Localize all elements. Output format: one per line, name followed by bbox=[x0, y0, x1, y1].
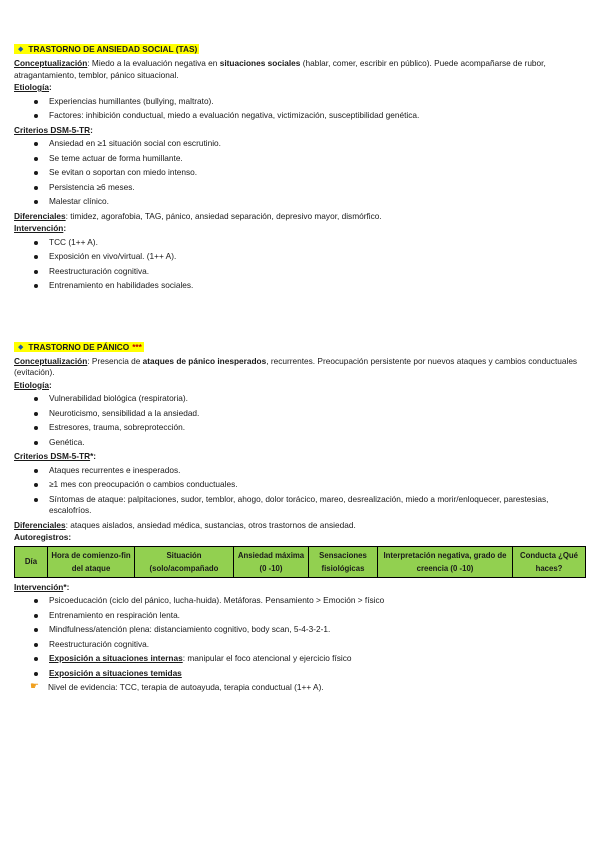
list-item: Se evitan o soportan con miedo intenso. bbox=[14, 167, 586, 179]
list-item: Ansiedad en ≥1 situación social con escrutinio. bbox=[14, 138, 586, 150]
list-item: Factores: inhibición conductual, miedo a evaluación negativa, victimización, susceptibilidad genética. bbox=[14, 110, 586, 122]
list-item: Ataques recurrentes e inesperados. bbox=[14, 465, 586, 477]
panico-section bbox=[14, 341, 586, 694]
table-header-cell: Conducta ¿Qué haces? bbox=[513, 546, 586, 577]
diamond-bullet-icon: ◆ bbox=[18, 46, 24, 53]
tas-dsm-label: Criterios DSM-5-TR: bbox=[14, 124, 93, 135]
table-header-cell: Interpretación negativa, grado de creencia (0 -10) bbox=[378, 546, 513, 577]
panico-title: TRASTORNO DE PÁNICO bbox=[28, 341, 130, 352]
table-header-row bbox=[15, 546, 586, 577]
list-item: Neuroticismo, sensibilidad a la ansiedad. bbox=[14, 408, 586, 420]
tas-heading bbox=[14, 43, 586, 55]
panico-differentials: Diferenciales: ataques aislados, ansiedad médica, sustancias, otros trastornos de ansiedad. bbox=[14, 519, 356, 530]
autoregistro-table bbox=[14, 546, 586, 578]
list-item: Exposición a situaciones temidas bbox=[14, 668, 586, 680]
tas-etiology-label: Etiología: bbox=[14, 82, 52, 92]
panico-intervention-list bbox=[14, 595, 586, 679]
concept-label: Conceptualización bbox=[14, 58, 88, 68]
list-item: Entrenamiento en habilidades sociales. bbox=[14, 280, 586, 292]
list-item: Vulnerabilidad biológica (respiratoria). bbox=[14, 393, 586, 405]
list-item: Mindfulness/atención plena: distanciamiento cognitivo, body scan, 5-4-3-2-1. bbox=[14, 624, 586, 636]
autoregistros-label: Autoregistros: bbox=[14, 532, 72, 542]
table-header-cell: Sensaciones fisiológicas bbox=[309, 546, 378, 577]
panico-dsm-list bbox=[14, 465, 586, 517]
tas-intervention-label: Intervención: bbox=[14, 223, 67, 233]
panico-etiology-label: Etiología: bbox=[14, 379, 52, 390]
tas-heading-highlight bbox=[14, 44, 199, 54]
list-item: Reestructuración cognitiva. bbox=[14, 639, 586, 651]
tas-conceptualization: Conceptualización: Miedo a la evaluación negativa en situaciones sociales (hablar, comer, escribir en público). Puede acompañarse de rubor, atragantamiento, temblor, pánico situacional. bbox=[14, 58, 546, 80]
list-item: Psicoeducación (ciclo del pánico, lucha-huida). Metáforas. Pensamiento > Emoción > físico bbox=[14, 595, 586, 607]
list-item: Síntomas de ataque: palpitaciones, sudor, temblor, ahogo, dolor torácico, mareo, desrealización, miedo a morir/enloquecer, parestesias, escalofríos. bbox=[14, 494, 586, 517]
concept-highlight: ataques de pánico inesperados bbox=[142, 355, 267, 366]
list-item: Experiencias humillantes (bullying, maltrato). bbox=[14, 96, 586, 108]
evidence-text: Nivel de evidencia: TCC, terapia de autoayuda, terapia conductual (1++ A). bbox=[48, 682, 324, 692]
panico-heading-highlight bbox=[14, 342, 144, 352]
list-item: Entrenamiento en respiración lenta. bbox=[14, 610, 586, 622]
tas-etiology-list bbox=[14, 96, 586, 122]
table-header-cell: Hora de comienzo-fin del ataque bbox=[48, 546, 135, 577]
pointing-hand-icon: ☛ bbox=[30, 681, 39, 692]
tas-differentials: Diferenciales: timidez, agorafobia, TAG, pánico, ansiedad separación, depresivo mayor, dismórfico. bbox=[14, 210, 382, 221]
list-item: ≥1 mes con preocupación o cambios conductuales. bbox=[14, 479, 586, 491]
tas-intervention-list bbox=[14, 237, 586, 292]
tas-dsm-list bbox=[14, 138, 586, 208]
list-item: Persistencia ≥6 meses. bbox=[14, 182, 586, 194]
panico-heading bbox=[14, 341, 586, 353]
list-item: Estresores, trauma, sobreprotección. bbox=[14, 422, 586, 434]
list-item: TCC (1++ A). bbox=[14, 237, 586, 249]
list-item: Exposición a situaciones internas: manipular el foco atencional y ejercicio físico bbox=[14, 653, 586, 665]
list-item: Malestar clínico. bbox=[14, 196, 586, 208]
list-item: Reestructuración cognitiva. bbox=[14, 266, 586, 278]
list-item: Genética. bbox=[14, 437, 586, 449]
table-header-cell: Día bbox=[15, 546, 48, 577]
panico-intervention-label: Intervención*: bbox=[14, 581, 70, 592]
panico-etiology-list bbox=[14, 393, 586, 448]
table-header-cell: Situación (solo/acompañado bbox=[135, 546, 234, 577]
tas-title: TRASTORNO DE ANSIEDAD SOCIAL (TAS) bbox=[28, 44, 198, 54]
concept-highlight: situaciones sociales bbox=[219, 58, 301, 68]
priority-stars: *** bbox=[132, 341, 142, 352]
diamond-bullet-icon: ◆ bbox=[18, 343, 24, 351]
list-item: Exposición en vivo/virtual. (1++ A). bbox=[14, 251, 586, 263]
panico-dsm-label: Criterios DSM-5-TR*: bbox=[14, 451, 97, 461]
panico-conceptualization: Conceptualización: Presencia de ataques de pánico inesperados, recurrentes. Preocupación persistente por nuevos ataques y cambios conductuales (evitación). bbox=[14, 355, 578, 377]
table-header-cell: Ansiedad máxima (0 -10) bbox=[234, 546, 309, 577]
evidence-note bbox=[14, 682, 586, 694]
tas-section bbox=[14, 43, 586, 292]
list-item: Se teme actuar de forma humillante. bbox=[14, 153, 586, 165]
document-page bbox=[14, 43, 586, 694]
